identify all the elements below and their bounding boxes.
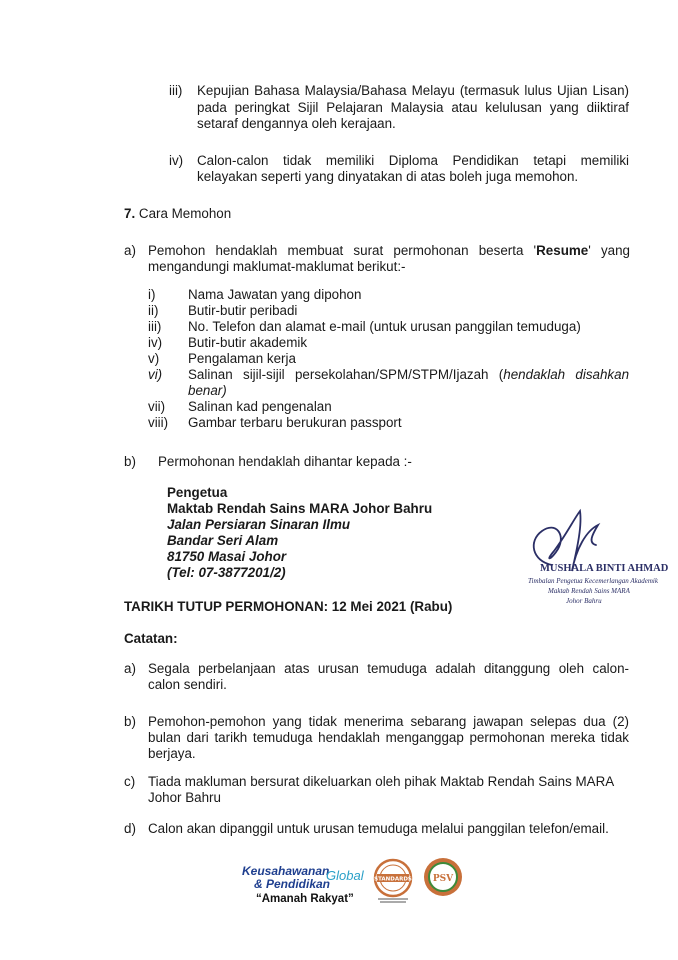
list-item: Gambar terbaru berukuran passport (188, 415, 402, 430)
text-run: ' yang (588, 243, 630, 258)
list-num: v) (148, 351, 160, 366)
item-text-line: setaraf dengannya oleh kerajaan. (197, 116, 396, 131)
item-marker: iv) (169, 153, 184, 168)
section-title: Cara Memohon (138, 206, 232, 221)
address-line: Pengetua (167, 485, 228, 500)
address-line: Maktab Rendah Sains MARA Johor Bahru (167, 501, 433, 516)
note-line: Calon akan dipanggil untuk urusan temuduga melalui panggilan telefon/email. (148, 821, 609, 836)
item-text-line: Kepujian Bahasa Malaysia/Bahasa Melayu (termasuk lulus Ujian Lisan) (197, 83, 629, 98)
address-line: Jalan Persiaran Sinaran Ilmu (167, 517, 351, 532)
list-num: iv) (148, 335, 163, 350)
text-run-italic: hendaklah disahkan (503, 367, 630, 382)
list-item: Butir-butir peribadi (188, 303, 298, 318)
text-run: Salinan sijil-sijil persekolahan/SPM/STPM/Ijazah ( (188, 367, 504, 382)
closing-date (124, 598, 452, 615)
list-num: ii) (148, 303, 159, 318)
footer-brand-logo (236, 862, 376, 912)
item-marker: c) (124, 774, 136, 789)
logo-text: Keusahawanan (242, 864, 330, 878)
item-marker: d) (124, 821, 136, 836)
list-num: vi) (148, 367, 163, 382)
item-text-line: pada peringkat Sijil Pelajaran Malaysia atau kelulusan yang diiktiraf (197, 100, 629, 115)
address-line: (Tel: 07-3877201/2) (167, 565, 286, 580)
list-num: iii) (148, 319, 162, 334)
item-marker: a) (124, 661, 136, 676)
list-item-continued: benar) (188, 383, 227, 398)
section-number: 7. (124, 206, 136, 221)
closing-date-label: TARIKH TUTUP PERMOHONAN (124, 599, 324, 614)
logo-text: & Pendidikan (254, 877, 331, 891)
signature-block (510, 505, 670, 625)
note-line: Tiada makluman bersurat dikeluarkan oleh pihak Maktab Rendah Sains MARA (148, 774, 615, 789)
paragraph-line (148, 242, 630, 259)
badge-text: PSV (432, 874, 454, 884)
badge-text: STANDARDS (374, 876, 412, 883)
paragraph-line: Permohonan hendaklah dihantar kepada :- (158, 454, 412, 469)
note-line: berjaya. (148, 746, 196, 761)
address-line: 81750 Masai Johor (167, 549, 287, 564)
closing-date-value: : 12 Mei 2021 (Rabu) (323, 599, 453, 614)
signatory-org: Johor Bahru (566, 597, 602, 605)
text-run-bold: Resume (536, 243, 589, 258)
list-item (188, 366, 629, 383)
section-heading (124, 205, 231, 222)
address-line: Bandar Seri Alam (167, 533, 279, 548)
standards-badge-icon (370, 858, 416, 904)
signatory-org: Maktab Rendah Sains MARA (548, 587, 630, 595)
signatory-title: Timbalan Pengetua Kecemerlangan Akademik (528, 577, 658, 585)
note-line: Johor Bahru (148, 790, 221, 805)
list-item: Salinan kad pengenalan (188, 399, 332, 414)
text-run: Pemohon hendaklah membuat surat permohonan beserta ' (148, 243, 537, 258)
list-num: viii) (148, 415, 169, 430)
paragraph-line: mengandungi maklumat-maklumat berikut:- (148, 259, 406, 274)
list-item: Butir-butir akademik (188, 335, 308, 350)
psv-badge-icon (422, 856, 464, 898)
item-text-line: Calon-calon tidak memiliki Diploma Pendidikan tetapi memiliki (197, 153, 629, 168)
motto-text: “Amanah Rakyat” (256, 893, 354, 905)
list-num: i) (148, 287, 156, 302)
signatory-name: MUSHALA BINTI AHMAD (540, 563, 669, 574)
note-line: bulan dari tarikh temuduga hendaklah menganggap permohonan mereka tidak (148, 730, 629, 745)
item-marker: a) (124, 243, 136, 258)
logo-global-text: Global (326, 868, 364, 883)
notes-heading: Catatan: (124, 631, 178, 646)
note-line: Segala perbelanjaan atas urusan temuduga adalah ditanggung oleh calon- (148, 661, 629, 676)
note-line: calon sendiri. (148, 677, 227, 692)
item-marker: iii) (169, 83, 183, 98)
item-text-line: kelayakan seperti yang dinyatakan di atas boleh juga memohon. (197, 169, 579, 184)
list-num: vii) (148, 399, 166, 414)
list-item: Nama Jawatan yang dipohon (188, 287, 362, 302)
item-marker: b) (124, 454, 136, 469)
note-line: Pemohon-pemohon yang tidak menerima sebarang jawapan selepas dua (2) (148, 714, 629, 729)
item-marker: b) (124, 714, 136, 729)
list-item: Pengalaman kerja (188, 351, 296, 366)
list-item: No. Telefon dan alamat e-mail (untuk urusan panggilan temuduga) (188, 319, 581, 334)
